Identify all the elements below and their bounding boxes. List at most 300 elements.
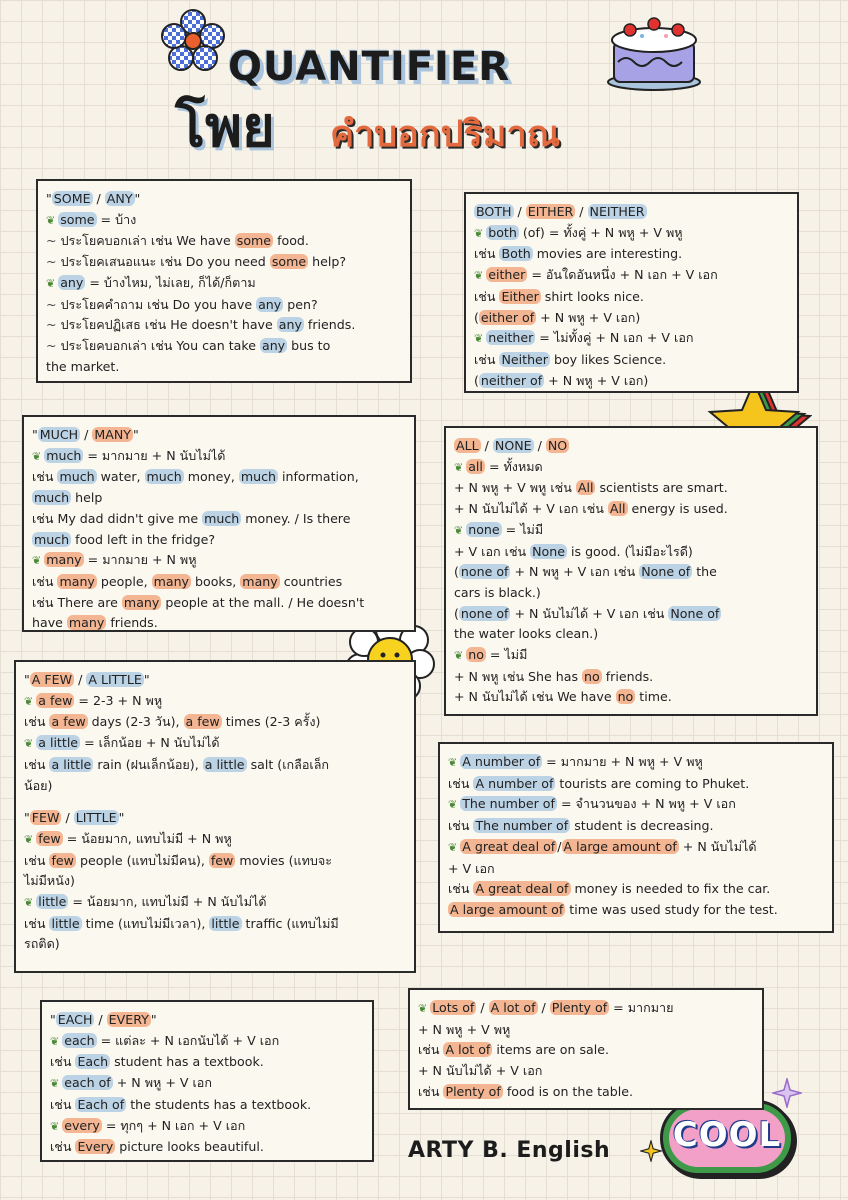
line-text: people at the mall. / He doesn't: [161, 594, 365, 610]
quote: ": [50, 1012, 56, 1027]
line-text: เช่น: [448, 818, 474, 834]
keyword: little: [38, 894, 67, 910]
example-line: [32, 593, 406, 614]
example-line: [24, 712, 406, 733]
example-line: [32, 509, 406, 530]
line-text: + N พหู + V พหู เช่น: [454, 480, 576, 496]
keyword: The number of: [475, 818, 569, 834]
keyword: none: [468, 521, 500, 537]
line-text: ประโยคคำถาม เช่น Do you have: [60, 296, 257, 312]
line-text: ประโยคบอกเล่า เช่น You can take: [60, 337, 260, 353]
heading-a-few: A FEW: [31, 672, 73, 687]
tilde-bullet-icon: ~: [46, 337, 57, 353]
rule-line: [418, 1020, 754, 1041]
line-text: days (2-3 วัน),: [87, 714, 184, 730]
rule-line: [46, 210, 402, 232]
line-text: help?: [308, 254, 347, 270]
line-text: pen?: [283, 296, 318, 312]
keyword: none of: [460, 605, 509, 621]
line-text: water,: [96, 469, 145, 485]
leaf-bullet-icon: ❦: [50, 1077, 60, 1091]
line-text: + N นับไม่ได้ + V เอก เช่น: [454, 501, 608, 517]
keyword: A large amount of: [563, 838, 677, 854]
line-text: tourists are coming to Phuket.: [555, 775, 750, 791]
line-text: items are on sale.: [492, 1042, 609, 1058]
rule-line: [24, 892, 406, 914]
line-text: friends.: [106, 615, 158, 631]
title-thai-main: โพย: [175, 95, 275, 160]
leaf-bullet-icon: ❦: [32, 554, 42, 568]
card-heading: [24, 670, 406, 691]
rule-line: [474, 265, 789, 287]
line-text: salt (เกลือเล็ก: [246, 756, 330, 772]
keyword: none of: [460, 564, 509, 580]
keyword: either of: [480, 309, 535, 325]
line-text: bus to: [287, 337, 331, 353]
line-text: เช่น: [50, 1139, 76, 1155]
rule-line: [474, 308, 789, 329]
line-text: เช่น: [24, 714, 50, 730]
card-heading: [24, 808, 406, 829]
line-text: information,: [278, 469, 359, 485]
quote: ": [133, 427, 139, 442]
heading-either: EITHER: [527, 204, 574, 219]
line-text: = บ้าง: [96, 211, 137, 227]
keyword: few: [38, 830, 61, 846]
keyword: All: [609, 501, 626, 517]
line-text: เช่น: [448, 775, 474, 791]
keyword: Neither: [501, 351, 548, 367]
line-text: traffic (แทบไม่มี: [241, 915, 339, 931]
heading-no: NO: [547, 438, 568, 453]
leaf-bullet-icon: ❦: [50, 1034, 60, 1048]
quote: ": [150, 1012, 157, 1027]
quote: ": [134, 191, 141, 206]
line-text: + N นับไม่ได้ + V เอก เช่น: [510, 605, 669, 621]
line-text: + N พหู + V เอก: [112, 1075, 212, 1091]
example-line: [46, 231, 402, 252]
line-text: เช่น: [32, 573, 58, 589]
leaf-bullet-icon: ❦: [448, 756, 458, 769]
leaf-bullet-icon: ❦: [46, 276, 56, 290]
line-text: = มากมาย + N พหู + V พหู: [542, 754, 703, 769]
keyword: A lot of: [490, 1000, 536, 1015]
example-line: [454, 624, 808, 645]
line-text: เช่น: [50, 1054, 76, 1070]
line-text: = บ้างไหม, ไม่เลย, ก็ได้/ก็ตาม: [85, 274, 256, 290]
keyword: A great deal of: [475, 881, 569, 897]
rule-line: [448, 752, 824, 774]
line-text: เช่น: [474, 288, 500, 304]
example-line: [46, 295, 402, 316]
heading-all: ALL: [456, 438, 479, 453]
card-heading: [46, 189, 402, 210]
line-text: เช่น There are: [32, 594, 122, 610]
line-text: เช่น: [474, 246, 500, 262]
rule-line: [24, 829, 406, 851]
line-text: time.: [635, 689, 672, 705]
keyword: few: [51, 852, 74, 868]
line-text: is good. (ไม่มีอะไรดี): [567, 543, 693, 559]
example-line: [454, 604, 808, 625]
keyword: Plenty of: [445, 1083, 501, 1099]
leaf-bullet-icon: ❦: [24, 896, 34, 910]
rule-line: [418, 998, 754, 1020]
heading-few: FEW: [31, 810, 60, 826]
leaf-bullet-icon: ❦: [24, 694, 34, 708]
quote: ": [46, 191, 52, 206]
line-text: + V เอก เช่น: [454, 543, 531, 559]
keyword: any: [258, 296, 282, 312]
example-line: [454, 667, 808, 688]
keyword: any: [60, 274, 84, 290]
example-line: [418, 1040, 754, 1061]
line-text: = มากมาย + N นับไม่ได้: [83, 447, 226, 463]
rule-line: [46, 273, 402, 295]
leaf-bullet-icon: ❦: [474, 226, 484, 240]
rule-line: [454, 457, 808, 479]
line-text: people,: [96, 573, 152, 589]
line-text: เช่น: [474, 351, 500, 367]
separator: /: [575, 204, 588, 219]
keyword: Lots of: [432, 1000, 475, 1015]
line-text: เช่น: [24, 852, 50, 868]
line-text: movies are interesting.: [532, 246, 683, 262]
heading-much: MUCH: [39, 427, 79, 442]
line-text: + N พหู เช่น She has: [454, 668, 583, 684]
line-text: times (2-3 ครั้ง): [221, 714, 321, 730]
keyword: many: [59, 573, 95, 589]
example-line: [32, 572, 406, 593]
rule-line: [418, 1061, 754, 1082]
keyword: None of: [670, 605, 720, 621]
title-thai-sub: คำบอกปริมาณ: [330, 114, 561, 155]
line-text: = จำนวนของ + N พหู + V เอก: [556, 796, 736, 812]
keyword: Either: [501, 288, 539, 304]
keyword: all: [468, 458, 483, 474]
line-text: shirt looks nice.: [540, 288, 644, 304]
keyword: every: [64, 1117, 100, 1133]
line-text: food is on the table.: [502, 1083, 633, 1099]
rule-line: [448, 859, 824, 880]
line-text: books,: [191, 573, 241, 589]
keyword: a little: [38, 735, 79, 751]
keyword: a few: [38, 692, 73, 708]
separator: /: [80, 427, 93, 442]
keyword: Each of: [77, 1096, 125, 1112]
heading-many: MANY: [94, 427, 132, 442]
line-text: scientists are smart.: [595, 480, 728, 496]
keyword: Plenty of: [551, 1000, 608, 1015]
keyword: much: [34, 531, 70, 547]
rule-line: [454, 645, 808, 667]
line-text: + N นับไม่ได้: [678, 838, 757, 854]
example-line: [46, 357, 402, 378]
line-text: + N พหู + V เอก): [544, 372, 649, 388]
keyword: many: [68, 615, 105, 631]
heading-both: BOTH: [476, 204, 512, 219]
keyword: any: [261, 337, 286, 353]
line-text: ประโยคบอกเล่า เช่น We have: [60, 233, 235, 249]
title-english: QUANTIFIER: [228, 44, 511, 90]
example-line: [448, 774, 824, 795]
heading-every: EVERY: [108, 1012, 149, 1027]
example-line: [24, 755, 406, 776]
heading-each: EACH: [57, 1012, 93, 1027]
rule-line: [474, 223, 789, 245]
quote: ": [118, 810, 125, 826]
keyword: much: [46, 447, 82, 463]
line-text: = ทุกๆ + N เอก + V เอก: [101, 1117, 246, 1133]
keyword: Every: [77, 1139, 114, 1155]
line-text: the market.: [46, 358, 120, 374]
leaf-bullet-icon: ❦: [474, 269, 484, 283]
leaf-bullet-icon: ❦: [418, 1002, 428, 1015]
separator: /: [61, 810, 74, 826]
separator: /: [513, 204, 526, 219]
keyword: much: [146, 469, 182, 485]
example-line: [32, 467, 406, 488]
leaf-bullet-icon: ❦: [50, 1119, 60, 1133]
line-text: = ไม่ทั้งคู่ + N เอก + V เอก: [535, 330, 694, 346]
line-text: cars is black.): [454, 584, 541, 600]
separator: /: [476, 1000, 489, 1015]
separator: /: [92, 191, 105, 206]
keyword: each: [64, 1032, 95, 1048]
rule-line: [50, 1073, 364, 1095]
line-text: countries: [279, 573, 343, 589]
example-line: [454, 687, 808, 708]
line-text: = 2-3 + N พหู: [74, 692, 163, 708]
card-heading: [50, 1010, 364, 1031]
rule-line: [24, 691, 406, 713]
example-line: [24, 851, 406, 872]
heading-none: NONE: [494, 438, 532, 453]
line-text: ประโยคเสนอแนะ เช่น Do you need: [60, 254, 270, 270]
keyword: much: [59, 469, 95, 485]
cake-icon: [604, 6, 704, 92]
example-line: [24, 934, 406, 955]
keyword: some: [271, 254, 307, 270]
example-line: [24, 914, 406, 935]
line-text: friends.: [303, 317, 356, 333]
keyword: little: [51, 915, 80, 931]
example-line: [32, 613, 406, 632]
line-text: have: [32, 615, 67, 631]
line-text: + N นับไม่ได้ + V เอก: [418, 1063, 543, 1079]
line-text: เช่น: [24, 915, 50, 931]
line-text: money,: [183, 469, 239, 485]
line-text: picture looks beautiful.: [115, 1139, 264, 1155]
keyword: A number of: [475, 775, 554, 791]
line-text: rain (ฝนเล็กน้อย),: [93, 756, 203, 772]
keyword: any: [278, 317, 302, 333]
line-text: money. / Is there: [241, 510, 351, 526]
rule-line: [32, 550, 406, 572]
example-line: [50, 1052, 364, 1073]
rule-line: [454, 520, 808, 542]
keyword: A number of: [462, 754, 541, 769]
leaf-bullet-icon: ❦: [454, 523, 464, 537]
leaf-bullet-icon: ❦: [454, 460, 464, 474]
card-few-little: [14, 660, 416, 973]
keyword: Both: [501, 246, 531, 262]
example-line: [474, 287, 789, 308]
sparkle-icon: [640, 1140, 662, 1162]
line-text: food.: [273, 233, 309, 249]
heading-any: ANY: [106, 191, 133, 206]
line-text: money is needed to fix the car.: [570, 881, 771, 897]
card-much-many: [22, 415, 416, 632]
keyword: a little: [204, 756, 245, 772]
line-text: เช่น: [24, 756, 50, 772]
example-line: [448, 816, 824, 837]
heading-some: SOME: [53, 191, 91, 206]
line-text: เช่น: [32, 469, 58, 485]
keyword: The number of: [462, 796, 555, 812]
leaf-bullet-icon: ❦: [46, 213, 56, 227]
paren: (: [474, 309, 479, 325]
card-heading: [454, 436, 808, 457]
line-text: help: [71, 490, 103, 506]
card-both-either-neither: [464, 192, 799, 393]
keyword: no: [617, 689, 634, 705]
line-text: the water looks clean.): [454, 626, 599, 642]
line-text: student has a textbook.: [110, 1054, 264, 1070]
line-text: movies (แทบจะ: [235, 852, 333, 868]
example-line: [24, 776, 406, 797]
keyword: many: [123, 594, 160, 610]
example-line: [454, 583, 808, 604]
paren: (: [474, 372, 479, 388]
line-text: friends.: [601, 668, 654, 684]
keyword: many: [46, 552, 82, 568]
keyword: much: [240, 469, 277, 485]
line-text: = น้อยมาก, แทบไม่มี + N พหู: [62, 830, 232, 846]
keyword: much: [204, 510, 240, 526]
line-text: student is decreasing.: [570, 818, 714, 834]
rule-line: [50, 1116, 364, 1138]
line-text: food left in the fridge?: [71, 531, 216, 547]
leaf-bullet-icon: ❦: [454, 649, 464, 663]
example-line: [46, 336, 402, 357]
keyword: no: [468, 647, 484, 663]
paren: (: [454, 564, 459, 580]
rule-line: [448, 837, 824, 859]
leaf-bullet-icon: ❦: [448, 798, 458, 812]
heading-little: LITTLE: [75, 810, 117, 826]
cool-sticker-text: COOL: [672, 1115, 782, 1155]
cool-sticker: [660, 1100, 794, 1176]
example-line: [50, 1137, 364, 1158]
keyword: little: [211, 915, 240, 931]
keyword: A lot of: [445, 1042, 491, 1058]
tilde-bullet-icon: ~: [46, 233, 57, 249]
keyword: some: [236, 233, 272, 249]
rule-line: [32, 446, 406, 468]
example-line: [474, 244, 789, 265]
keyword: many: [153, 573, 190, 589]
rule-line: [448, 794, 824, 816]
tilde-bullet-icon: ~: [46, 254, 57, 270]
spacer: [24, 796, 406, 808]
card-all-none-no: [444, 426, 818, 716]
checker-flower-icon: [160, 8, 226, 74]
line-text: + V เอก: [448, 860, 495, 876]
quote: ": [24, 810, 30, 826]
example-line: [454, 478, 808, 499]
rule-line: [474, 371, 789, 392]
card-heading: [474, 202, 789, 223]
example-line: [32, 488, 406, 509]
slash: /: [557, 838, 562, 854]
line-text: เช่น: [418, 1042, 444, 1058]
line-text: + N นับไม่ได้ เช่น We have: [454, 689, 616, 705]
example-line: [454, 499, 808, 520]
quote: ": [24, 672, 30, 687]
card-each-every: [40, 1000, 374, 1162]
example-line: [454, 562, 808, 583]
line-text: time was used study for the test.: [565, 901, 778, 917]
line-text: เช่น My dad didn't give me: [32, 510, 203, 526]
rule-line: [24, 733, 406, 755]
line-text: time (แทบไม่มีเวลา),: [81, 915, 210, 931]
keyword: Each: [77, 1054, 109, 1070]
line-text: = มากมาย: [609, 1000, 674, 1015]
keyword: each of: [64, 1075, 111, 1091]
keyword: much: [34, 490, 70, 506]
line-text: people (แทบไม่มีคน),: [75, 852, 209, 868]
example-line: [32, 530, 406, 551]
paren: (: [454, 605, 459, 621]
line-text: = เล็กน้อย + N นับไม่ได้: [80, 735, 220, 751]
separator: /: [480, 438, 493, 453]
example-line: [448, 900, 824, 921]
example-line: [46, 315, 402, 336]
tilde-bullet-icon: ~: [46, 296, 57, 312]
keyword: a few: [51, 714, 86, 730]
line-text: เช่น: [50, 1096, 76, 1112]
leaf-bullet-icon: ❦: [24, 737, 34, 751]
line-text: น้อย): [24, 777, 53, 793]
line-text: = อันใดอันหนึ่ง + N เอก + V เอก: [527, 267, 718, 283]
keyword: either: [488, 267, 526, 283]
line-text: = ไม่มี: [501, 521, 544, 537]
separator: /: [533, 438, 546, 453]
line-text: (of) = ทั้งคู่ + N พหู + V พหู: [518, 224, 683, 240]
example-line: [418, 1082, 754, 1103]
keyword: no: [584, 668, 600, 684]
tilde-bullet-icon: ~: [46, 317, 57, 333]
keyword: a few: [185, 714, 220, 730]
line-text: เช่น: [448, 881, 474, 897]
line-text: = ไม่มี: [485, 647, 528, 663]
brand-name: ARTY B. English: [408, 1138, 611, 1163]
line-text: = แต่ละ + N เอกนับได้ + V เอก: [96, 1032, 280, 1048]
example-line: [46, 252, 402, 273]
line-text: + N พหู + V เอก เช่น: [510, 564, 640, 580]
keyword: both: [488, 224, 517, 240]
keyword: some: [60, 211, 95, 227]
line-text: เช่น: [418, 1083, 444, 1099]
line-text: = มากมาย + N พหู: [83, 552, 197, 568]
quote: ": [143, 672, 150, 687]
keyword: All: [577, 480, 594, 496]
keyword: None of: [641, 564, 691, 580]
line-text: boy likes Science.: [549, 351, 667, 367]
line-text: energy is used.: [627, 501, 728, 517]
leaf-bullet-icon: ❦: [448, 840, 458, 854]
